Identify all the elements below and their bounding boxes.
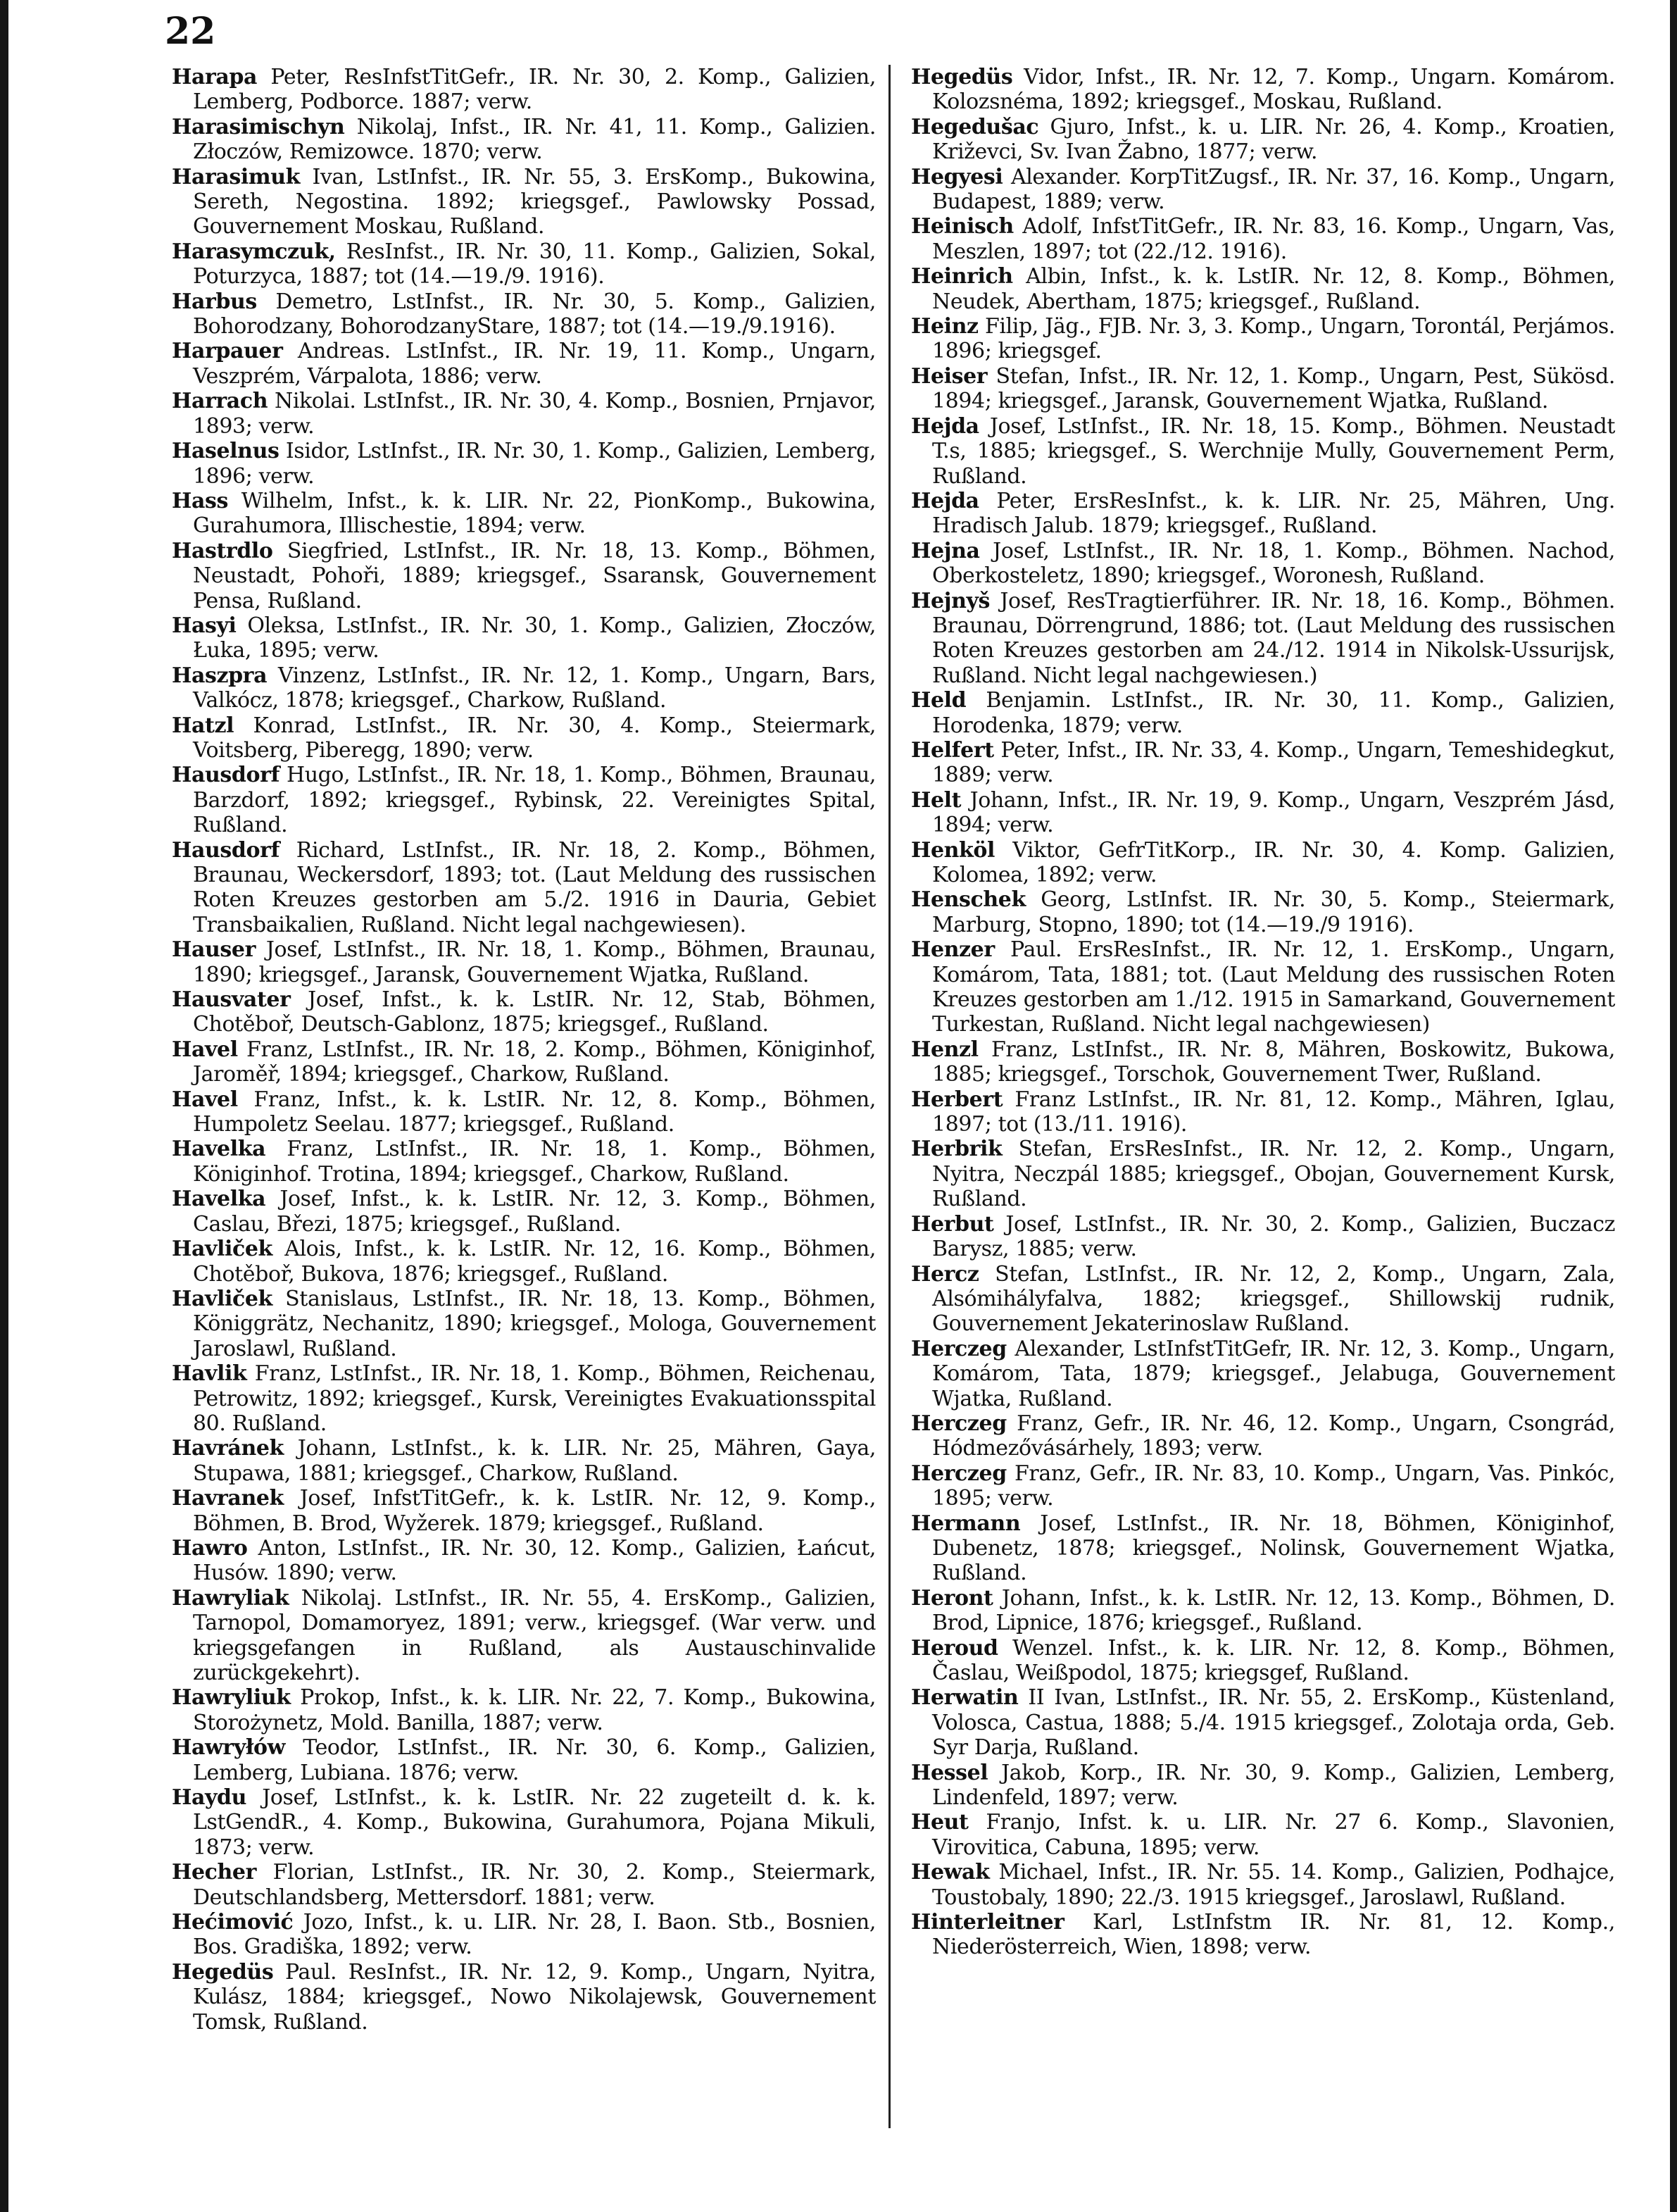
entry-surname: Heinrich (911, 264, 1013, 289)
register-entry (172, 489, 876, 539)
register-entry (911, 1511, 1615, 1586)
entry-details: Stanislaus, LstInfst., IR. Nr. 18, 13. Komp., Böhmen, Königgrätz, Nechanitz, 1890; kriegsgef., Mologa, Gouvernement Jaroslawl, Rußland. (193, 1286, 876, 1361)
entry-surname: Heut (911, 1810, 969, 1835)
entry-details: Josef, Infst., k. k. LstIR. Nr. 12, Stab, Böhmen, Chotěboř, Deutsch-Gablonz, 1875; kriegsgef., Rußland. (193, 987, 876, 1037)
entry-details: Michael, Infst., IR. Nr. 55. 14. Komp., Galizien, Podhajce, Toustobaly, 1890; 22./3. 1915 kriegsgef., Jaroslawl, Rußland. (932, 1860, 1615, 1910)
register-entry (911, 1262, 1615, 1337)
register-entry (172, 1137, 876, 1187)
entry-details: Paul. ErsResInfst., IR. Nr. 12, 1. ErsKomp., Ungarn, Komárom, Tata, 1881; tot. (Laut Meldung des russischen Roten Kreuzes gestorben am 1./12. 1915 in Samarkand, Gouvernement Turkestan, Rußland. Nicht legal nachgewiesen) (932, 937, 1615, 1037)
entry-details: Josef, LstInfst., IR. Nr. 18, Böhmen, Königinhof, Dubenetz, 1878; kriegsgef., Nolinsk, Gouvernement Wjatka, Rußland. (932, 1511, 1615, 1586)
entry-details: Johann, Infst., IR. Nr. 19, 9. Komp., Ungarn, Veszprém Jásd, 1894; verw. (932, 787, 1615, 838)
entry-details: Josef, LstInfst., IR. Nr. 18, 15. Komp., Böhmen. Neustadt T.s, 1885; kriegsgef., S. Werchnije Mully, Gouvernement Perm, Rußland. (932, 413, 1615, 489)
entry-surname: Hawryliak (172, 1585, 289, 1611)
entry-surname: Hećimović (172, 1910, 294, 1935)
register-entry (172, 663, 876, 713)
entry-details: Ivan, LstInfst., IR. Nr. 55, 3. ErsKomp., Bukowina, Sereth, Negostina. 1892; kriegsgef., Pawlowsky Possad, Gouvernement Moskau, Rußland. (193, 164, 876, 239)
register-entry (172, 339, 876, 389)
register-entry (172, 1187, 876, 1237)
register-entry (911, 1685, 1615, 1760)
register-entry (172, 1960, 876, 2035)
entry-details: Richard, LstInfst., IR. Nr. 18, 2. Komp., Böhmen, Braunau, Weckersdorf, 1893; tot. (Laut Meldung des russischen Roten Kreuzes gestorben am 5./2. 1916 in Dauria, Gebiet Transbaikalien, Rußland. Nicht legal nachgewiesen). (193, 837, 876, 937)
register-entry (911, 1087, 1615, 1137)
entry-surname: Hausdorf (172, 763, 280, 788)
entry-details: Josef, LstInfst., k. k. LstIR. Nr. 22 zugeteilt d. k. k. LstGendR., 4. Komp., Bukowina, Gurahumora, Pojana Mikuli, 1873; verw. (193, 1785, 876, 1860)
entry-surname: Hauser (172, 937, 256, 963)
entry-details: Franz LstInfst., IR. Nr. 81, 12. Komp., Mähren, Iglau, 1897; tot (13./11. 1916). (932, 1087, 1615, 1137)
register-entry (172, 1361, 876, 1436)
entry-details: Peter, Infst., IR. Nr. 33, 4. Komp., Ungarn, Temeshidegkut, 1889; verw. (932, 737, 1615, 788)
entry-details: Vidor, Infst., IR. Nr. 12, 7. Komp., Ungarn. Komárom. Kolozsnéma, 1892; kriegsgef., Moskau, Rußland. (932, 65, 1615, 115)
entry-surname: Hatzl (172, 713, 234, 738)
entry-details: Johann, LstInfst., k. k. LIR. Nr. 25, Mähren, Gaya, Stupawa, 1881; kriegsgef., Charkow, Rußland. (193, 1436, 876, 1486)
entry-surname: Herczeg (911, 1461, 1007, 1486)
register-entry (172, 389, 876, 439)
register-entry (911, 788, 1615, 838)
register-entry (172, 239, 876, 289)
register-entry (172, 1910, 876, 1960)
register-entry (172, 1436, 876, 1486)
register-entry (172, 165, 876, 239)
register-entry (172, 937, 876, 987)
entry-details: Vinzenz, LstInfst., IR. Nr. 12, 1. Komp., Ungarn, Bars, Valkócz, 1878; kriegsgef., Charkow, Rußland. (193, 663, 876, 713)
register-entry (911, 214, 1615, 264)
entry-details: Isidor, LstInfst., IR. Nr. 30, 1. Komp., Galizien, Lemberg, 1896; verw. (193, 439, 876, 489)
entry-surname: Harasymczuk, (172, 239, 336, 264)
entry-surname: Hejna (911, 538, 980, 563)
entry-details: Franz, Infst., k. k. LstIR. Nr. 12, 8. Komp., Böhmen, Humpoletz Seelau. 1877; kriegsgef., Rußland. (193, 1087, 876, 1137)
entry-surname: Herbrik (911, 1137, 1003, 1162)
entry-surname: Heroud (911, 1635, 998, 1661)
register-entry (911, 65, 1615, 115)
register-entry (172, 1685, 876, 1735)
entry-details: Oleksa, LstInfst., IR. Nr. 30, 1. Komp., Galizien, Złoczów, Łuka, 1895; verw. (193, 613, 876, 663)
entry-surname: Henköl (911, 837, 995, 863)
entry-details: Josef, Infst., k. k. LstIR. Nr. 12, 3. Komp., Böhmen, Caslau, Březi, 1875; kriegsgef., Rußland. (193, 1187, 876, 1237)
entry-surname: Henzl (911, 1037, 979, 1062)
entry-details: Josef, LstInfst., IR. Nr. 18, 1. Komp., Böhmen. Nachod, Oberkosteletz, 1890; kriegsgef., Woronesh, Rußland. (932, 538, 1615, 589)
register-entry (172, 289, 876, 339)
entry-details: Johann, Infst., k. k. LstIR. Nr. 12, 13. Komp., Böhmen, D. Brod, Lipnice, 1876; kriegsgef., Rußland. (932, 1585, 1615, 1636)
entry-details: Peter, ResInfstTitGefr., IR. Nr. 30, 2. Komp., Galizien, Lemberg, Podborce. 1887; verw. (193, 65, 876, 115)
entry-surname: Herczeg (911, 1411, 1007, 1436)
entry-surname: Hegyesi (911, 164, 1003, 189)
entry-details: Nikolaj, Infst., IR. Nr. 41, 11. Komp., Galizien. Złoczów, Remizowce. 1870; verw. (193, 114, 876, 165)
entry-details: Jakob, Korp., IR. Nr. 30, 9. Komp., Galizien, Lemberg, Lindenfeld, 1897; verw. (932, 1760, 1615, 1811)
register-entry (911, 1636, 1615, 1686)
register-entry (172, 539, 876, 613)
entry-surname: Hecher (172, 1860, 257, 1885)
register-entry (172, 987, 876, 1037)
entry-surname: Havel (172, 1087, 238, 1112)
entry-surname: Havel (172, 1037, 238, 1062)
entry-surname: Herbut (911, 1211, 994, 1237)
entry-details: Albin, Infst., k. k. LstIR. Nr. 12, 8. Komp., Böhmen, Neudek, Abertham, 1875; kriegsgef., Rußland. (932, 264, 1615, 314)
entry-surname: Hausvater (172, 987, 291, 1013)
register-entry (911, 1337, 1615, 1411)
entry-details: II Ivan, LstInfst., IR. Nr. 55, 2. ErsKomp., Küstenland, Volosca, Castua, 1888; 5./4. 1915 kriegsgef., Zolotaja orda, Geb. Syr Darja, Rußland. (932, 1685, 1615, 1761)
register-entry (911, 688, 1615, 738)
register-entry (172, 65, 876, 115)
entry-surname: Hinterleitner (911, 1910, 1064, 1935)
entry-surname: Haszpra (172, 663, 268, 688)
entry-surname: Hejda (911, 413, 979, 439)
register-entry (911, 838, 1615, 888)
register-entry (911, 1860, 1615, 1910)
entry-details: Stefan, ErsResInfst., IR. Nr. 12, 2. Komp., Ungarn, Nyitra, Neczpál 1885; kriegsgef., Obojan, Gouvernement Kursk, Rußland. (932, 1137, 1615, 1212)
register-entry (172, 1087, 876, 1137)
entry-surname: Hegedušac (911, 114, 1039, 139)
entry-surname: Hessel (911, 1760, 988, 1785)
entry-surname: Haydu (172, 1785, 247, 1811)
register-entry (172, 763, 876, 837)
register-entry (911, 589, 1615, 689)
entry-details: Stefan, LstInfst., IR. Nr. 12, 2, Komp., Ungarn, Zala, Alsómihályfalva, 1882; kriegsgef., Shillowskij rudnik, Gouvernement Jekaterinoslaw Rußland. (932, 1261, 1615, 1337)
entry-surname: Herczeg (911, 1336, 1007, 1361)
entry-surname: Hegedüs (172, 1959, 274, 1985)
entry-details: Filip, Jäg., FJB. Nr. 3, 3. Komp., Ungarn, Torontál, Perjámos. 1896; kriegsgef. (932, 314, 1615, 364)
entry-details: Florian, LstInfst., IR. Nr. 30, 2. Komp., Steiermark, Deutschlandsberg, Mettersdorf. 1881; verw. (193, 1860, 876, 1910)
register-entry (172, 1287, 876, 1361)
entry-details: Konrad, LstInfst., IR. Nr. 30, 4. Komp., Steiermark, Voitsberg, Piberegg, 1890; verw. (193, 713, 876, 763)
register-entry (172, 613, 876, 663)
register-entry (172, 1237, 876, 1287)
entry-surname: Heinisch (911, 214, 1014, 239)
entry-surname: Harrach (172, 389, 268, 414)
register-entry (911, 264, 1615, 314)
entry-surname: Hegedüs (911, 65, 1013, 89)
register-entry (172, 115, 876, 165)
entry-surname: Havliček (172, 1286, 272, 1311)
register-entry (172, 838, 876, 938)
register-entry (911, 1810, 1615, 1860)
entry-surname: Harasimuk (172, 164, 301, 189)
entry-surname: Hausdorf (172, 837, 280, 863)
entry-surname: Harbus (172, 289, 257, 314)
register-entry (172, 713, 876, 763)
entry-surname: Hejnyš (911, 588, 991, 613)
entry-details: Hugo, LstInfst., IR. Nr. 18, 1. Komp., Böhmen, Braunau, Barzdorf, 1892; kriegsgef., Rybinsk, 22. Vereinigtes Spital, Rußland. (193, 763, 876, 838)
left-column (172, 65, 876, 2035)
register-entry (172, 1735, 876, 1785)
register-entry (172, 1486, 876, 1536)
entry-surname: Haselnus (172, 439, 280, 464)
entry-details: Franz, LstInfst., IR. Nr. 18, 1. Komp., Böhmen, Königinhof. Trotina, 1894; kriegsgef., Charkow, Rußland. (193, 1137, 876, 1187)
entry-details: Franz, LstInfst., IR. Nr. 18, 1. Komp., Böhmen, Reichenau, Petrowitz, 1892; kriegsgef., Kursk, Vereinigtes Evakuationsspital 80. Rußland. (193, 1361, 876, 1436)
entry-surname: Helt (911, 787, 962, 813)
entry-details: Prokop, Infst., k. k. LIR. Nr. 22, 7. Komp., Bukowina, Storożynetz, Mold. Banilla, 1887; verw. (193, 1685, 876, 1735)
entry-details: Peter, ErsResInfst., k. k. LIR. Nr. 25, Mähren, Ung. Hradisch Jalub. 1879; kriegsgef., Rußland. (932, 488, 1615, 539)
right-column (911, 65, 1615, 1960)
page-number: 22 (165, 10, 216, 53)
register-entry (911, 115, 1615, 165)
entry-surname: Herwatin (911, 1685, 1019, 1711)
entry-surname: Heiser (911, 363, 988, 389)
register-entry (172, 1586, 876, 1686)
entry-details: Josef, LstInfst., IR. Nr. 18, 1. Komp., Böhmen, Braunau, 1890; kriegsgef., Jaransk, Gouvernement Wjatka, Rußland. (193, 937, 876, 987)
entry-details: Franz, Gefr., IR. Nr. 83, 10. Komp., Ungarn, Vas. Pinkóc, 1895; verw. (932, 1461, 1615, 1511)
register-entry (911, 489, 1615, 539)
entry-details: Gjuro, Infst., k. u. LIR. Nr. 26, 4. Komp., Kroatien, Križevci, Sv. Ivan Žabno, 1877; verw. (932, 114, 1615, 165)
entry-details: Adolf, InfstTitGefr., IR. Nr. 83, 16. Komp., Ungarn, Vas, Meszlen, 1897; tot (22./12. 1916). (932, 214, 1615, 264)
entry-details: Karl, LstInfstm IR. Nr. 81, 12. Komp., Niederösterreich, Wien, 1898; verw. (932, 1910, 1615, 1960)
register-entry (911, 1037, 1615, 1087)
entry-details: Benjamin. LstInfst., IR. Nr. 30, 11. Komp., Galizien, Horodenka, 1879; verw. (932, 688, 1615, 738)
entry-surname: Hawro (172, 1535, 248, 1561)
entry-surname: Held (911, 688, 967, 713)
entry-details: Wenzel. Infst., k. k. LIR. Nr. 12, 8. Komp., Böhmen, Časlau, Weißpodol, 1875; kriegsgef, Rußland. (932, 1635, 1615, 1685)
entry-details: Josef, ResTragtierführer. IR. Nr. 18, 16. Komp., Böhmen. Braunau, Dörrengrund, 1886; tot. (Laut Meldung des russischen Roten Kreuzes gestorben am 24./12. 1914 in Nikolsk-Ussurijsk, Rußland. Nicht legal nachgewiesen.) (932, 588, 1615, 688)
entry-surname: Harapa (172, 65, 258, 89)
entry-details: Teodor, LstInfst., IR. Nr. 30, 6. Komp., Galizien, Lemberg, Lubiana. 1876; verw. (193, 1735, 876, 1785)
entry-surname: Havránek (172, 1436, 284, 1461)
register-entry (911, 1411, 1615, 1461)
entry-surname: Hewak (911, 1860, 990, 1885)
entry-surname: Havelka (172, 1137, 266, 1162)
register-entry (911, 539, 1615, 589)
entry-details: Nikolaj. LstInfst., IR. Nr. 55, 4. ErsKomp., Galizien, Tarnopol, Domamoryez, 1891; verw., kriegsgef. (War verw. und kriegsgefangen in Rußland, als Austauschinvalide zurückgekehrt). (193, 1585, 876, 1685)
entry-surname: Herbert (911, 1087, 1003, 1112)
register-entry (172, 1785, 876, 1860)
register-entry (911, 414, 1615, 489)
register-entry (172, 1860, 876, 1910)
register-entry (911, 1461, 1615, 1511)
entry-surname: Hermann (911, 1511, 1021, 1536)
entry-surname: Harpauer (172, 339, 283, 364)
register-entry (911, 937, 1615, 1037)
entry-details: Franjo, Infst. k. u. LIR. Nr. 27 6. Komp., Slavonien, Virovitica, Cabuna, 1895; verw. (932, 1810, 1615, 1860)
register-entry (911, 165, 1615, 215)
entry-details: Siegfried, LstInfst., IR. Nr. 18, 13. Komp., Böhmen, Neustadt, Pohoři, 1889; kriegsgef., Ssaransk, Gouvernement Pensa, Rußland. (193, 538, 876, 613)
entry-surname: Hejda (911, 488, 979, 513)
register-entry (911, 314, 1615, 364)
entry-details: Anton, LstInfst., IR. Nr. 30, 12. Komp., Galizien, Łańcut, Husów. 1890; verw. (193, 1535, 876, 1586)
register-entry (172, 439, 876, 489)
entry-details: Alexander. KorpTitZugsf., IR. Nr. 37, 16. Komp., Ungarn, Budapest, 1889; verw. (932, 164, 1615, 215)
entry-details: Wilhelm, Infst., k. k. LIR. Nr. 22, PionKomp., Bukowina, Gurahumora, Illischestie, 1894; verw. (193, 488, 876, 539)
entry-details: Jozo, Infst., k. u. LIR. Nr. 28, I. Baon. Stb., Bosnien, Bos. Gradiška, 1892; verw. (193, 1910, 876, 1960)
register-entry (911, 1586, 1615, 1636)
entry-surname: Hawryłów (172, 1735, 286, 1761)
entry-surname: Hasyi (172, 613, 237, 638)
register-entry (911, 1137, 1615, 1211)
entry-surname: Heront (911, 1585, 993, 1611)
entry-details: Franz, Gefr., IR. Nr. 46, 12. Komp., Ungarn, Csongrád, Hódmezővásárhely, 1893; verw. (932, 1411, 1615, 1461)
entry-details: Georg, LstInfst. IR. Nr. 30, 5. Komp., Steiermark, Marburg, Stopno, 1890; tot (14.—19./9 1916). (932, 887, 1615, 937)
entry-surname: Helfert (911, 737, 994, 763)
entry-surname: Hawryliuk (172, 1685, 291, 1711)
register-entry (911, 738, 1615, 788)
entry-surname: Hastrdlo (172, 538, 273, 563)
entry-surname: Havliček (172, 1237, 272, 1262)
register-entry (911, 1212, 1615, 1262)
register-entry (911, 1761, 1615, 1811)
entry-details: Franz, LstInfst., IR. Nr. 8, Mähren, Boskowitz, Bukowa, 1885; kriegsgef., Torschok, Gouvernement Twer, Rußland. (932, 1037, 1615, 1087)
entry-surname: Havranek (172, 1486, 284, 1511)
entry-surname: Havelka (172, 1187, 266, 1212)
entry-surname: Hercz (911, 1261, 979, 1287)
entry-details: Stefan, Infst., IR. Nr. 12, 1. Komp., Ungarn, Pest, Sükösd. 1894; kriegsgef., Jaransk, Gouvernement Wjatka, Rußland. (932, 363, 1615, 414)
entry-details: Josef, LstInfst., IR. Nr. 30, 2. Komp., Galizien, Buczacz Barysz, 1885; verw. (932, 1211, 1615, 1262)
register-entry (172, 1536, 876, 1586)
entry-surname: Harasimischyn (172, 114, 345, 139)
entry-details: Alois, Infst., k. k. LstIR. Nr. 12, 16. Komp., Böhmen, Chotěboř, Bukova, 1876; kriegsgef., Rußland. (193, 1237, 876, 1287)
entry-surname: Henschek (911, 887, 1026, 913)
entry-details: Alexander, LstInfstTitGefr, IR. Nr. 12, 3. Komp., Ungarn, Komárom, Tata, 1879; kriegsgef., Jelabuga, Gouvernement Wjatka, Rußland. (932, 1336, 1615, 1411)
entry-surname: Henzer (911, 937, 995, 963)
entry-details: Demetro, LstInfst., IR. Nr. 30, 5. Komp., Galizien, Bohorodzany, BohorodzanyStare, 1887; tot (14.—19./9.1916). (193, 289, 876, 339)
entry-surname: Havlik (172, 1361, 247, 1387)
register-entry (911, 887, 1615, 937)
register-entry (911, 364, 1615, 414)
entry-surname: Hass (172, 488, 228, 513)
register-entry (172, 1037, 876, 1087)
entry-details: Josef, InfstTitGefr., k. k. LstIR. Nr. 12, 9. Komp., Böhmen, B. Brod, Wyžerek. 1879; kriegsgef., Rußland. (193, 1486, 876, 1536)
entry-details: Franz, LstInfst., IR. Nr. 18, 2. Komp., Böhmen, Königinhof, Jaroměř, 1894; kriegsgef., Charkow, Rußland. (193, 1037, 876, 1087)
entry-details: ResInfst., IR. Nr. 30, 11. Komp., Galizien, Sokal, Poturzyca, 1887; tot (14.—19./9. 1916). (193, 239, 876, 289)
entry-details: Nikolai. LstInfst., IR. Nr. 30, 4. Komp., Bosnien, Prnjavor, 1893; verw. (193, 389, 876, 439)
entry-details: Viktor, GefrTitKorp., IR. Nr. 30, 4. Komp. Galizien, Kolomea, 1892; verw. (932, 837, 1615, 887)
register-entry (911, 1910, 1615, 1960)
entry-details: Paul. ResInfst., IR. Nr. 12, 9. Komp., Ungarn, Nyitra, Kulász, 1884; kriegsgef., Nowo Nikolajewsk, Gouvernement Tomsk, Rußland. (193, 1959, 876, 2035)
entry-details: Andreas. LstInfst., IR. Nr. 19, 11. Komp., Ungarn, Veszprém, Várpalota, 1886; verw. (193, 339, 876, 389)
entry-surname: Heinz (911, 314, 979, 339)
column-divider (888, 65, 891, 2128)
